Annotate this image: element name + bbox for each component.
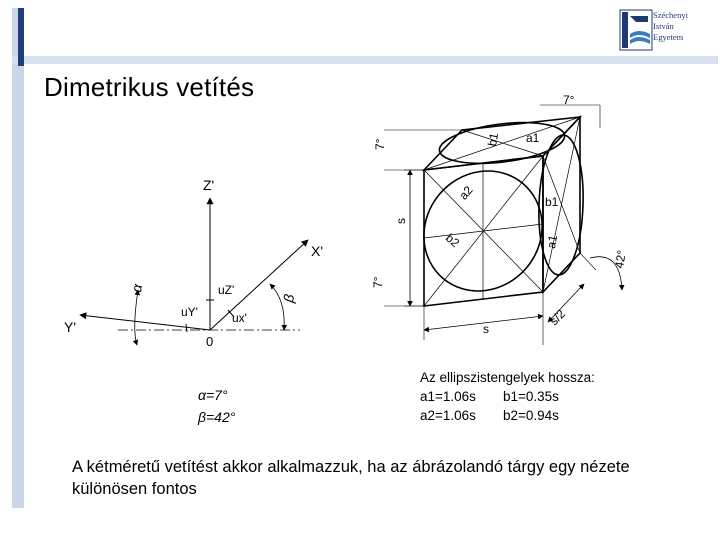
beta-value: β=42° [198, 409, 236, 425]
side-s-label: s [394, 218, 408, 224]
caption-text: A kétméretű vetítést akkor alkalmazzuk, ha az ábrázolandó tárgy egy nézete különösen fontos [72, 458, 630, 498]
ellipse-heading: Az ellipszistengelyek hossza: [420, 370, 595, 385]
front-a2-label: a2 [456, 183, 476, 203]
cube [384, 105, 622, 345]
ellipse-a1: a1=1.06s [420, 389, 476, 404]
bottom-s-label: s [483, 322, 489, 336]
page-title: Dimetrikus vetítés [44, 72, 255, 102]
uz-label: uZ' [218, 283, 235, 297]
top-b1-label: b1 [485, 131, 502, 148]
right-b1-label: b1 [545, 195, 559, 209]
z-axis-label: Z' [203, 177, 215, 193]
top-a1-label: a1 [526, 131, 540, 145]
front-b2-label: b2 [442, 230, 463, 251]
ellipse-b1: b1=0.35s [503, 389, 559, 404]
logo-line-1: Széchenyi [653, 10, 688, 20]
ux-label: ux' [232, 311, 247, 325]
origin-label: 0 [206, 334, 214, 349]
uy-tick [186, 324, 187, 332]
logo-line-2: István [653, 21, 674, 31]
half-s-label: s/2 [546, 306, 569, 329]
ellipse-b2: b2=0.94s [503, 408, 559, 423]
x-axis-label: X' [311, 243, 324, 259]
angle-bottom-label: 7° [371, 276, 385, 288]
axis-system [80, 198, 308, 345]
logo-line-3: Egyetem [653, 32, 684, 42]
ellipse-a2: a2=1.06s [420, 408, 476, 423]
alpha-value: α=7° [198, 387, 228, 403]
uy-label: uY' [181, 305, 198, 319]
angle-left-label: 7° [373, 138, 387, 150]
alpha-arc [135, 290, 138, 345]
beta-label: β [280, 292, 298, 304]
right-a1-label: a1 [544, 233, 561, 250]
y-axis-label: Y' [64, 319, 77, 335]
angle-42-label: 42° [612, 249, 629, 270]
alpha-label: α [128, 282, 146, 294]
beta-arc [270, 284, 284, 330]
angle-top-label: 7° [563, 93, 575, 107]
